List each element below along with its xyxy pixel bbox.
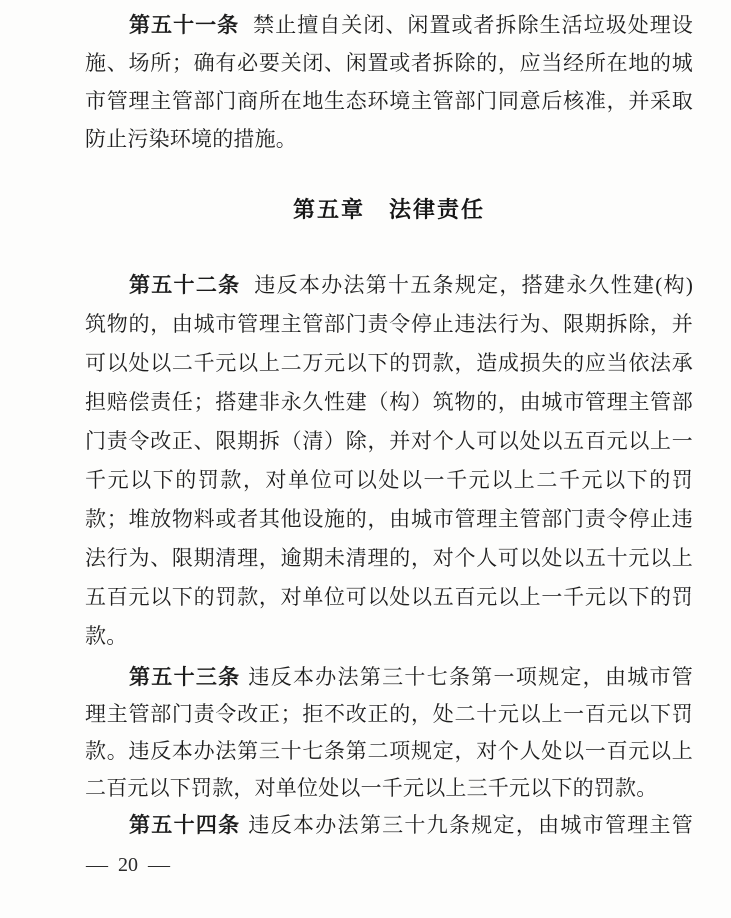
text-line (85, 806, 693, 844)
text-line: 款；堆放物料或者其他设施的，由城市管理主管部门责令停止违 (85, 507, 693, 531)
article-51-text: 禁止擅自关闭、闲置或者拆除生活垃圾处理设 (253, 13, 693, 37)
footer-dash-right: — (148, 854, 170, 876)
text-line (85, 266, 693, 305)
text-line: 理主管部门责令改正；拒不改正的，处二十元以上一百元以下罚 (85, 702, 693, 726)
article-51 (85, 6, 693, 158)
chapter-heading: 第五章 法律责任 (292, 197, 485, 222)
text-line: 法行为、限期清理，逾期未清理的，对个人可以处以五十元以上 (85, 546, 693, 570)
text-line: 担赔偿责任；搭建非永久性建（构）筑物的，由城市管理主管部 (85, 390, 693, 414)
article-52-text: 违反本办法第十五条规定，搭建永久性建(构) (254, 273, 693, 297)
text-line: 市管理主管部门商所在地生态环境主管部门同意后核准，并采取 (85, 89, 693, 113)
article-53-text: 违反本办法第三十七条第一项规定，由城市管 (248, 665, 693, 689)
article-53 (85, 659, 693, 807)
article-54 (85, 806, 693, 844)
text-line (85, 659, 693, 696)
article-52-number: 第五十二条 (129, 274, 241, 297)
text-line: 可以处以二千元以上二万元以下的罚款，造成损失的应当依法承 (85, 351, 693, 375)
article-51-number: 第五十一条 (129, 14, 240, 37)
page-number: 20 (118, 854, 138, 876)
text-line: 款。 (85, 624, 128, 648)
text-line: 五百元以下的罚款，对单位可以处以五百元以上一千元以下的罚 (85, 585, 693, 609)
text-line: 款。违反本办法第三十七条第二项规定，对个人处以一百元以上 (85, 739, 693, 763)
footer-dash-left: — (86, 854, 108, 876)
text-line: 二百元以下罚款，对单位处以一千元以上三千元以下的罚款。 (85, 776, 658, 800)
text-line: 施、场所；确有必要关闭、闲置或者拆除的，应当经所在地的城 (85, 51, 693, 75)
article-54-number: 第五十四条 (129, 814, 241, 837)
text-line: 千元以下的罚款，对单位可以处以一千元以上二千元以下的罚 (85, 468, 693, 492)
page-footer (87, 854, 169, 877)
text-line: 防止污染环境的措施。 (85, 127, 297, 151)
article-52 (85, 266, 693, 656)
article-53-number: 第五十三条 (129, 666, 241, 689)
text-line: 筑物的，由城市管理主管部门责令停止违法行为、限期拆除，并 (85, 312, 693, 336)
article-54-text: 违反本办法第三十九条规定，由城市管理主管 (248, 813, 693, 837)
text-line: 门责令改正、限期拆（清）除，并对个人可以处以五百元以上一 (85, 429, 693, 453)
text-line (85, 6, 693, 44)
